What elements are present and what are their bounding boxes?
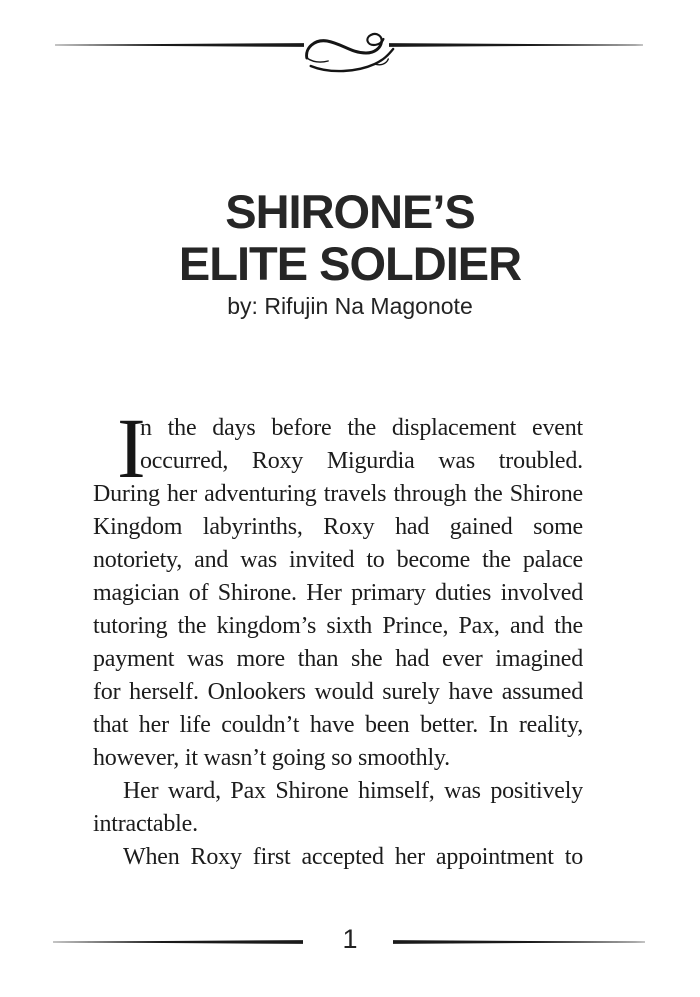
- body-line: that her life couldn’t have been better. In reality,: [93, 712, 583, 738]
- footer-rule-right: [393, 939, 645, 945]
- page-number: 1: [342, 924, 358, 954]
- body-line: n the days before the displacement event: [140, 415, 583, 441]
- body-line: Her ward, Pax Shirone himself, was positively: [123, 778, 583, 804]
- header-rule-left: [55, 42, 304, 48]
- author-byline: by: Rifujin Na Magonote: [227, 293, 473, 319]
- body-line: however, it wasn’t going so smoothly.: [93, 745, 450, 771]
- body-line: intractable.: [93, 811, 198, 837]
- chapter-title-line2: ELITE SOLDIER: [178, 237, 522, 290]
- body-line: tutoring the kingdom’s sixth Prince, Pax, and the: [93, 613, 583, 639]
- body-line: notoriety, and was invited to become the palace: [93, 547, 583, 573]
- header-rule-right: [389, 42, 643, 48]
- body-text: [93, 400, 583, 874]
- body-line: magician of Shirone. Her primary duties involved: [93, 580, 583, 606]
- title-block: [0, 186, 700, 319]
- drop-cap: I: [117, 400, 146, 496]
- body-line: When Roxy first accepted her appointment to: [123, 844, 583, 870]
- chapter-title-line1: SHIRONE’S: [225, 185, 475, 238]
- body-line: occurred, Roxy Migurdia was troubled.: [140, 448, 583, 474]
- body-line: During her adventuring travels through the Shirone: [93, 481, 583, 507]
- flourish-ornament-icon: [301, 26, 398, 82]
- body-line: payment was more than she had ever imagined: [93, 646, 583, 672]
- body-line: for herself. Onlookers would surely have assumed: [93, 679, 583, 705]
- body-line: Kingdom labyrinths, Roxy had gained some: [93, 514, 583, 540]
